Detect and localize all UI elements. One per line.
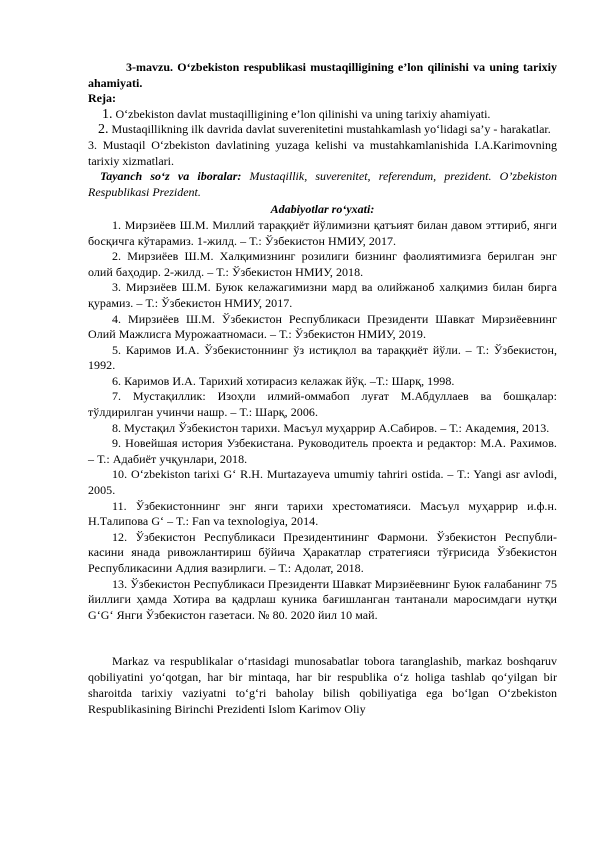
plan-item-3 xyxy=(88,138,557,169)
literature-item: 2. Мирзиёев Ш.М. Халқимизнинг розилиги бизнинг фаолиятимизга берилган энг олий баҳодир. 2-жилд. – Т.: Ўзбекистон НМИУ, 2018. xyxy=(88,249,557,279)
literature-heading: Adabiyotlar ro‘yxati: xyxy=(270,202,375,217)
topic-title: 3-mavzu. O‘zbekiston respublikasi mustaqilligining e’lon qilinishi va uning tarixiy ahamiyati. xyxy=(88,60,557,90)
plan-item-number: 3. xyxy=(88,137,97,152)
plan-item-text: Mustaqil O‘zbekiston davlatining yuzaga kelishi va mustahkamlanishida I.A.Karimovning tarixiy xizmatlari. xyxy=(88,137,557,168)
plan-item-number: 2. xyxy=(98,122,109,138)
body-paragraph: Markaz va respublikalar o‘rtasidagi munosabatlar tobora taranglashib, markaz boshqaruv qobiliyatini yo‘qotgan, har bir mintaqa, har bir respublika o‘z holiga tashlab qo‘yilgan bir sharoitda tarixiy vaziyatni to‘g‘ri baholay bilish qobiliyatiga ega bo‘lgan O‘zbekiston Respublikasining Birinchi Prezidenti Islom Karimov Oliy xyxy=(88,654,557,717)
literature-item: 11. Ўзбекистоннинг энг янги тарихи хрестоматияси. Масъул муҳаррир и.ф.н. Н.Талипова G‘ – T.: Fan va texnologiya, 2014. xyxy=(88,498,557,529)
literature-item: 7. Мустақиллик: Изоҳли илмий-оммабоп луғат М.Абдуллаев ва бошқалар: тўлдирилган учинчи нашр. – Т.: Шарқ, 2006. xyxy=(88,389,557,420)
literature-item: 8. Мустақил Ўзбекистон тарихи. Масъул муҳаррир А.Сабиров. – Т.: Академия, 2013. xyxy=(112,420,550,435)
literature-item: 13. Ўзбекистон Республикаси Президенти Шавкат Мирзиёевнинг Буюк ғалабанинг 75 йиллиги ҳамда Хотира ва қадрлаш куника бағишланган тантанали маросимдаги нутқи G‘G‘ Янги Ўзбекистон газетаси. № 80. 2020 йил 10 май. xyxy=(88,576,557,622)
keywords-text: Mustaqillik, suverenitet, referendum, prezident. O’zbekiston Respublikasi Prezident. xyxy=(88,169,557,199)
plan-item-1 xyxy=(88,107,557,123)
literature-item: 9. Новейшая история Узбекистана. Руководитель проекта и редактор: М.А. Рахимов. – Т.: Адабиёт учқунлари, 2018. xyxy=(88,436,557,466)
plan-item-number: 1. xyxy=(102,106,113,122)
literature-item: 1. Мирзиёев Ш.М. Миллий тараққиёт йўлимизни қатъият билан давом эттириб, янги босқичга кўтарамиз. 1-жилд. – Т.: Ўзбекистон НМИУ, 2017. xyxy=(88,217,557,248)
literature-item: 4. Мирзиёев Ш.М. Ўзбекистон Республикаси Президенти Шавкат Мирзиёевнинг Олий Мажлисга Мурожаатномаси. – Т.: Ўзбекистон НМИУ, 2019. xyxy=(88,311,557,342)
literature-item: 12. Ўзбекистон Республикаси Президентининг Фармони. Ўзбекистон Республи-касини янада ривожлантириш бўйича Ҳаракатлар стратегияси тўғрисида Ўзбекистон Республикасини Адлия вазирлиги. – Т.: Адолат, 2018. xyxy=(88,529,557,575)
document-page xyxy=(88,60,557,717)
literature-item: 10. O‘zbekiston tarixi G‘ R.H. Murtazayeva umumiy tahriri ostida. – T.: Yangi asr avlodi, 2005. xyxy=(88,467,557,498)
plan-item-text: O‘zbekiston davlat mustaqilligining e’lon qilinishi va uning tarixiy ahamiyati. xyxy=(112,106,491,121)
keywords xyxy=(88,169,557,200)
literature-item: 3. Мирзиёев Ш.М. Буюк келажагимизни мард ва олийжаноб халқимиз билан бирга қурамиз. – Т.: Ўзбекистон НМИУ, 2017. xyxy=(88,280,557,310)
reja-label: Reja: xyxy=(88,91,116,106)
keywords-label: Tayanch so‘z va iboralar: xyxy=(100,169,242,184)
spacer xyxy=(88,623,557,653)
plan-item-2 xyxy=(88,122,557,138)
literature-item: 6. Каримов И.А. Тарихий хотирасиз келажак йўқ. –Т.: Шарқ, 1998. xyxy=(112,373,455,388)
literature-item: 5. Каримов И.А. Ўзбекистоннинг ўз истиқлол ва тараққиёт йўли. – Т.: Ўзбекистон, 1992. xyxy=(88,342,557,373)
plan-item-text: Mustaqillikning ilk davrida davlat suverenitetini mustahkamlash yo‘lidagi sa’y - harakatlar. xyxy=(108,122,551,137)
